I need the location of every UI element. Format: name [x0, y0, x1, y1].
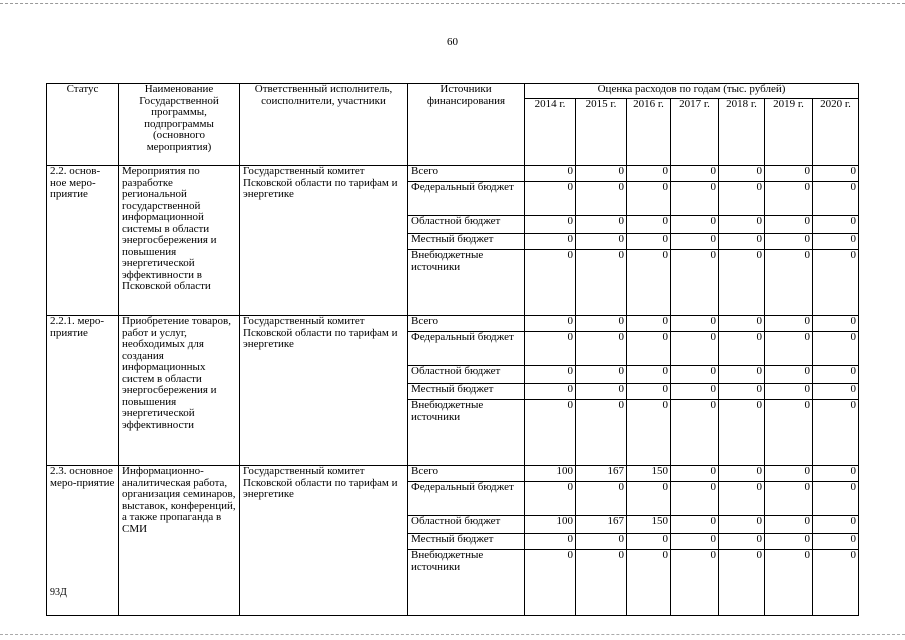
funding-source-cell: Областной бюджет	[408, 516, 525, 534]
status-cell: 2.2.1. меро-приятие	[47, 316, 119, 466]
amount-cell: 0	[671, 250, 719, 316]
amount-cell: 0	[719, 534, 765, 550]
amount-cell: 0	[765, 466, 813, 482]
amount-cell: 0	[813, 516, 859, 534]
amount-cell: 0	[813, 400, 859, 466]
budget-row	[47, 316, 859, 332]
amount-cell: 0	[627, 182, 671, 216]
amount-cell: 0	[671, 550, 719, 616]
funding-source-cell: Федеральный бюджет	[408, 332, 525, 366]
amount-cell: 0	[719, 250, 765, 316]
header-year: 2015 г.	[576, 99, 627, 166]
amount-cell: 0	[671, 234, 719, 250]
amount-cell: 0	[525, 316, 576, 332]
header-year: 2017 г.	[671, 99, 719, 166]
amount-cell: 0	[765, 400, 813, 466]
amount-cell: 0	[813, 166, 859, 182]
page-number: 60	[447, 36, 458, 48]
amount-cell: 0	[813, 466, 859, 482]
amount-cell: 0	[525, 234, 576, 250]
header-sources: Источники финансирования	[408, 84, 525, 166]
amount-cell: 0	[765, 384, 813, 400]
amount-cell: 0	[671, 400, 719, 466]
amount-cell: 0	[525, 250, 576, 316]
amount-cell: 0	[765, 534, 813, 550]
amount-cell: 0	[671, 384, 719, 400]
amount-cell: 0	[671, 166, 719, 182]
activity-name-cell: Приобретение товаров, работ и услуг, необходимых для создания информационных систем в области энергосбережения и повышения энергетической эффективности	[119, 316, 240, 466]
amount-cell: 0	[765, 234, 813, 250]
amount-cell: 0	[813, 550, 859, 616]
amount-cell: 0	[719, 216, 765, 234]
amount-cell: 0	[671, 466, 719, 482]
amount-cell: 0	[813, 332, 859, 366]
funding-source-cell: Местный бюджет	[408, 384, 525, 400]
amount-cell: 0	[576, 182, 627, 216]
amount-cell: 0	[719, 400, 765, 466]
amount-cell: 0	[813, 316, 859, 332]
amount-cell: 0	[765, 366, 813, 384]
amount-cell: 0	[813, 250, 859, 316]
amount-cell: 0	[576, 250, 627, 316]
amount-cell: 0	[576, 234, 627, 250]
header-status: Статус	[47, 84, 119, 166]
amount-cell: 0	[765, 166, 813, 182]
amount-cell: 0	[719, 182, 765, 216]
amount-cell: 0	[765, 482, 813, 516]
amount-cell: 0	[525, 366, 576, 384]
header-year: 2020 г.	[813, 99, 859, 166]
funding-source-cell: Внебюджетные источники	[408, 250, 525, 316]
amount-cell: 0	[576, 366, 627, 384]
amount-cell: 0	[813, 216, 859, 234]
funding-source-cell: Всего	[408, 316, 525, 332]
amount-cell: 0	[765, 182, 813, 216]
amount-cell: 0	[627, 400, 671, 466]
amount-cell: 0	[576, 316, 627, 332]
amount-cell: 0	[671, 316, 719, 332]
amount-cell: 0	[671, 482, 719, 516]
amount-cell: 150	[627, 516, 671, 534]
amount-cell: 0	[813, 482, 859, 516]
amount-cell: 0	[627, 534, 671, 550]
header-year: 2018 г.	[719, 99, 765, 166]
amount-cell: 0	[627, 250, 671, 316]
amount-cell: 0	[576, 216, 627, 234]
funding-source-cell: Федеральный бюджет	[408, 182, 525, 216]
amount-cell: 0	[719, 466, 765, 482]
amount-cell: 0	[719, 366, 765, 384]
amount-cell: 0	[719, 516, 765, 534]
activity-name-cell: Информационно-аналитическая работа, организация семинаров, выставок, конференций, а также пропаганда в СМИ	[119, 466, 240, 616]
amount-cell: 0	[813, 234, 859, 250]
executor-cell: Государственный комитет Псковской области по тарифам и энергетике	[240, 466, 408, 616]
funding-source-cell: Внебюджетные источники	[408, 400, 525, 466]
amount-cell: 0	[627, 384, 671, 400]
amount-cell: 0	[765, 250, 813, 316]
amount-cell: 0	[627, 482, 671, 516]
amount-cell: 0	[576, 384, 627, 400]
funding-source-cell: Местный бюджет	[408, 234, 525, 250]
funding-source-cell: Внебюджетные источники	[408, 550, 525, 616]
amount-cell: 0	[671, 534, 719, 550]
header-year: 2014 г.	[525, 99, 576, 166]
amount-cell: 0	[576, 400, 627, 466]
funding-source-cell: Областной бюджет	[408, 216, 525, 234]
amount-cell: 0	[627, 216, 671, 234]
header-name: Наименование Государственной программы, подпрограммы (основного мероприятия)	[119, 84, 240, 166]
scan-edge-bottom	[0, 634, 905, 635]
amount-cell: 167	[576, 516, 627, 534]
amount-cell: 0	[627, 166, 671, 182]
amount-cell: 0	[671, 182, 719, 216]
amount-cell: 0	[765, 216, 813, 234]
scan-edge-top	[0, 3, 905, 4]
amount-cell: 0	[576, 550, 627, 616]
amount-cell: 0	[525, 400, 576, 466]
funding-source-cell: Областной бюджет	[408, 366, 525, 384]
amount-cell: 0	[719, 332, 765, 366]
amount-cell: 0	[765, 316, 813, 332]
amount-cell: 0	[671, 516, 719, 534]
amount-cell: 0	[627, 366, 671, 384]
amount-cell: 0	[719, 316, 765, 332]
status-cell: 2.3. основное меро-приятие	[47, 466, 119, 616]
activity-name-cell: Мероприятия по разработке региональной государственной информационной системы в области энергосбережения и повышения энергетической эффективности в Псковской области	[119, 166, 240, 316]
amount-cell: 100	[525, 466, 576, 482]
funding-source-cell: Всего	[408, 466, 525, 482]
amount-cell: 0	[525, 182, 576, 216]
amount-cell: 100	[525, 516, 576, 534]
amount-cell: 0	[671, 366, 719, 384]
amount-cell: 0	[576, 482, 627, 516]
budget-table	[46, 83, 859, 616]
document-code: 93Д	[50, 587, 67, 598]
amount-cell: 0	[576, 534, 627, 550]
amount-cell: 0	[813, 534, 859, 550]
amount-cell: 0	[576, 166, 627, 182]
amount-cell: 167	[576, 466, 627, 482]
amount-cell: 0	[627, 550, 671, 616]
amount-cell: 0	[576, 332, 627, 366]
amount-cell: 0	[525, 166, 576, 182]
funding-source-cell: Федеральный бюджет	[408, 482, 525, 516]
amount-cell: 0	[719, 384, 765, 400]
amount-cell: 0	[719, 482, 765, 516]
amount-cell: 0	[813, 182, 859, 216]
header-executor: Ответственный исполнитель, соисполнители, участники	[240, 84, 408, 166]
funding-source-cell: Всего	[408, 166, 525, 182]
amount-cell: 0	[525, 216, 576, 234]
amount-cell: 0	[525, 384, 576, 400]
executor-cell: Государственный комитет Псковской области по тарифам и энергетике	[240, 316, 408, 466]
header-estimate: Оценка расходов по годам (тыс. рублей)	[525, 84, 859, 99]
amount-cell: 0	[813, 366, 859, 384]
header-year: 2019 г.	[765, 99, 813, 166]
amount-cell: 0	[765, 332, 813, 366]
amount-cell: 0	[719, 550, 765, 616]
amount-cell: 0	[525, 332, 576, 366]
amount-cell: 150	[627, 466, 671, 482]
amount-cell: 0	[765, 516, 813, 534]
amount-cell: 0	[627, 234, 671, 250]
amount-cell: 0	[627, 316, 671, 332]
amount-cell: 0	[525, 482, 576, 516]
amount-cell: 0	[627, 332, 671, 366]
header-year: 2016 г.	[627, 99, 671, 166]
amount-cell: 0	[765, 550, 813, 616]
amount-cell: 0	[525, 550, 576, 616]
budget-row	[47, 166, 859, 182]
amount-cell: 0	[719, 234, 765, 250]
executor-cell: Государственный комитет Псковской области по тарифам и энергетике	[240, 166, 408, 316]
amount-cell: 0	[671, 332, 719, 366]
amount-cell: 0	[671, 216, 719, 234]
amount-cell: 0	[525, 534, 576, 550]
amount-cell: 0	[719, 166, 765, 182]
funding-source-cell: Местный бюджет	[408, 534, 525, 550]
budget-row	[47, 466, 859, 482]
amount-cell: 0	[813, 384, 859, 400]
status-cell: 2.2. основ-ное меро-приятие	[47, 166, 119, 316]
